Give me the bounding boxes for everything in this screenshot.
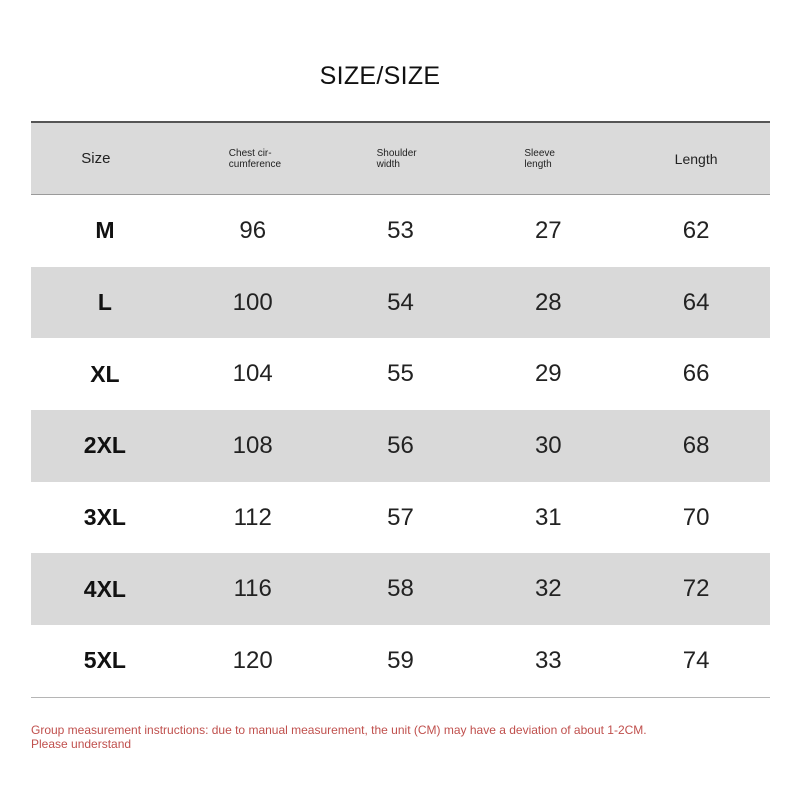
shoulder-cell: 57 xyxy=(387,503,414,531)
shoulder-cell: 56 xyxy=(387,431,414,459)
size-cell: 4XL xyxy=(83,575,126,602)
table-row xyxy=(31,267,770,339)
table-row xyxy=(31,553,770,625)
length-cell: 74 xyxy=(682,646,710,674)
page-title: SIZE/SIZE xyxy=(319,62,441,90)
sleeve-cell: 33 xyxy=(534,646,562,674)
header-sleeve xyxy=(474,148,622,170)
length-cell: 66 xyxy=(682,360,710,388)
header-sleeve-line2: length xyxy=(524,158,552,170)
length-cell: 72 xyxy=(682,575,710,603)
length-cell: 64 xyxy=(682,288,710,316)
table-row xyxy=(31,482,770,554)
table-row xyxy=(31,625,770,697)
header-shoulder-line1: Shoulder xyxy=(376,147,417,159)
shoulder-cell: 58 xyxy=(387,575,414,603)
shoulder-cell: 53 xyxy=(387,216,414,244)
note-line2: Please understand xyxy=(31,737,132,751)
chest-cell: 96 xyxy=(239,216,267,244)
header-length: Length xyxy=(674,150,718,167)
header-shoulder-line2: width xyxy=(376,158,400,170)
chest-cell: 116 xyxy=(233,575,272,603)
chest-cell: 108 xyxy=(232,431,273,459)
chest-cell: 100 xyxy=(232,288,273,316)
header-size: Size xyxy=(81,150,111,167)
chest-cell: 104 xyxy=(232,360,273,388)
header-sleeve-line1: Sleeve xyxy=(524,147,555,159)
length-cell: 68 xyxy=(682,431,710,459)
sleeve-cell: 29 xyxy=(534,360,562,388)
sleeve-cell: 27 xyxy=(534,216,562,244)
header-shoulder xyxy=(327,148,475,170)
table-row xyxy=(31,195,770,267)
sleeve-cell: 32 xyxy=(534,575,562,603)
size-table xyxy=(31,121,770,698)
size-cell: XL xyxy=(90,360,120,387)
size-cell: L xyxy=(97,289,112,316)
table-header-row xyxy=(31,123,770,195)
shoulder-cell: 59 xyxy=(387,646,414,674)
header-chest xyxy=(179,148,327,170)
size-cell: 2XL xyxy=(83,432,126,459)
shoulder-cell: 55 xyxy=(387,360,414,388)
sleeve-cell: 28 xyxy=(534,288,562,316)
measurement-note xyxy=(31,723,731,751)
sleeve-cell: 30 xyxy=(534,431,562,459)
note-line1: Group measurement instructions: due to manual measurement, the unit (CM) may have a deviation of about 1-2CM. xyxy=(31,723,647,737)
shoulder-cell: 54 xyxy=(387,288,414,316)
table-row xyxy=(31,338,770,410)
chest-cell: 120 xyxy=(232,646,273,674)
size-cell: M xyxy=(95,217,115,244)
header-chest-line2: cumference xyxy=(228,158,282,170)
header-chest-line1: Chest cir- xyxy=(228,147,272,159)
size-cell: 5XL xyxy=(83,647,126,674)
length-cell: 70 xyxy=(682,503,710,531)
sleeve-cell: 31 xyxy=(534,503,562,531)
table-row xyxy=(31,410,770,482)
length-cell: 62 xyxy=(682,216,710,244)
size-cell: 3XL xyxy=(83,504,126,531)
chest-cell: 112 xyxy=(233,503,272,531)
